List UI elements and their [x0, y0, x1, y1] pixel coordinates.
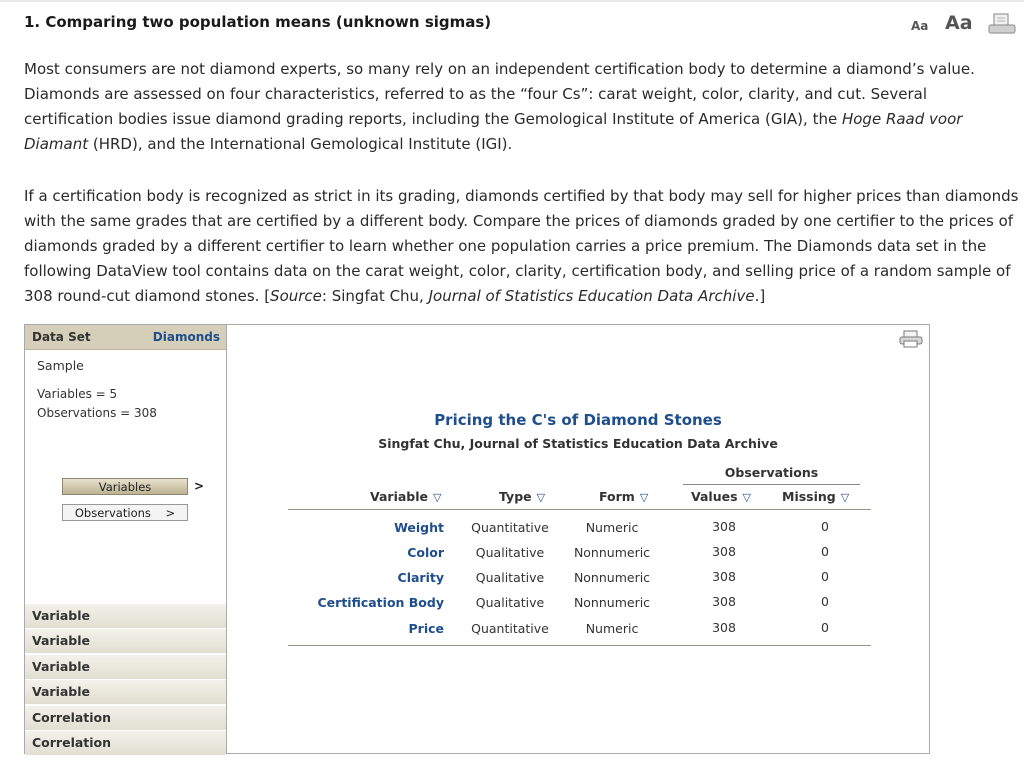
variable-values: 308: [712, 544, 736, 559]
menu-item-variable[interactable]: Variable: [25, 680, 226, 704]
observations-button[interactable]: Observations >: [62, 504, 188, 521]
observations-group-header: Observations: [724, 465, 819, 480]
variable-name[interactable]: Clarity: [397, 570, 444, 585]
menu-item-correlation[interactable]: Correlation: [25, 731, 226, 755]
dataset-header: [25, 325, 226, 350]
variables-arrow: >: [194, 479, 205, 493]
variable-missing: 0: [821, 569, 829, 584]
font-size-small-button[interactable]: Aa: [911, 19, 929, 33]
dataset-label: Data Set: [32, 330, 91, 344]
table-title: Pricing the C's of Diamond Stones: [434, 411, 722, 429]
observations-count: Observations = 308: [37, 406, 157, 420]
context-paragraph: If a certification body is recognized as strict in its grading, diamonds certified by that body may sell for higher prices than diamonds with the same grades that are certified by a different body. Compare the prices of diamonds graded by one certifier to the prices of diamonds graded by a different certifier to learn whether one population carries a price premium. The Diamonds data set in the following DataView tool contains data on the carat weight, color, clarity, certification body, and selling price of a random sample of 308 round-cut diamond stones. [Source: Singfat Chu, Journal of Statistics Education Data Archive.]: [24, 187, 1019, 305]
sort-icon: ▽: [536, 491, 546, 504]
dataview-sidebar: [25, 325, 227, 753]
sort-icon: ▽: [742, 491, 751, 504]
variable-values: 308: [712, 594, 736, 609]
variable-missing: 0: [821, 544, 829, 559]
table-top-rule: [288, 509, 871, 510]
variable-form: Numeric: [585, 621, 639, 636]
menu-item-variable[interactable]: Variable: [25, 604, 226, 628]
question-title: 1. Comparing two population means (unknown sigmas): [24, 13, 492, 31]
header-type[interactable]: Type ▽: [499, 489, 546, 504]
variable-missing: 0: [821, 620, 829, 635]
variable-type: Qualitative: [475, 570, 545, 585]
group-header-rule: [683, 484, 860, 485]
variable-form: Numeric: [585, 520, 639, 535]
menu-item-variable[interactable]: Variable: [25, 629, 226, 653]
variable-type: Qualitative: [475, 545, 545, 560]
menu-item-correlation[interactable]: Correlation: [25, 706, 226, 730]
variables-count: Variables = 5: [37, 387, 118, 401]
header-variable[interactable]: Variable ▽: [370, 489, 442, 504]
variable-form: Nonnumeric: [573, 595, 651, 610]
dataview-print-icon[interactable]: [899, 330, 923, 352]
variable-name[interactable]: Color: [407, 545, 444, 560]
variable-form: Nonnumeric: [573, 570, 651, 585]
sort-icon: ▽: [433, 491, 442, 504]
variable-name[interactable]: Price: [408, 621, 444, 636]
variable-missing: 0: [821, 519, 829, 534]
table-subtitle: Singfat Chu, Journal of Statistics Education Data Archive: [378, 436, 778, 451]
variable-name[interactable]: Certification Body: [317, 595, 444, 610]
sort-icon: ▽: [639, 491, 649, 504]
header-form[interactable]: Form ▽: [599, 489, 649, 504]
variables-button[interactable]: Variables: [62, 478, 188, 495]
sort-icon: ▽: [840, 491, 850, 504]
menu-item-variable[interactable]: Variable: [25, 655, 226, 679]
dataset-name[interactable]: Diamonds: [152, 330, 220, 344]
dataview-tool: [24, 324, 930, 754]
variable-form: Nonnumeric: [573, 545, 651, 560]
print-icon[interactable]: [988, 13, 1016, 39]
variable-type: Quantitative: [471, 621, 549, 636]
variable-type: Qualitative: [475, 595, 545, 610]
sample-label: Sample: [37, 358, 84, 373]
table-bottom-rule: [288, 645, 871, 646]
variable-name[interactable]: Weight: [394, 520, 444, 535]
analysis-menu: [25, 604, 226, 756]
top-divider: [0, 0, 1024, 2]
variable-values: 308: [712, 519, 736, 534]
font-size-large-button[interactable]: Aa: [945, 12, 973, 34]
variable-type: Quantitative: [471, 520, 549, 535]
variable-values: 308: [712, 569, 736, 584]
header-missing[interactable]: Missing ▽: [782, 489, 850, 504]
header-values[interactable]: Values ▽: [691, 489, 751, 504]
intro-paragraph: Most consumers are not diamond experts, so many rely on an independent certification body to determine a diamond’s value. Diamonds are assessed on four characteristics, referred to as the “four Cs”: carat weight, color, clarity, and cut. Several certification bodies issue diamond grading reports, including the Gemological Institute of America (GIA), the Hoge Raad voor Diamant (HRD), and the International Gemological Institute (IGI).: [24, 60, 975, 153]
dataview-main: [227, 325, 929, 753]
variable-values: 308: [712, 620, 736, 635]
variable-missing: 0: [821, 594, 829, 609]
